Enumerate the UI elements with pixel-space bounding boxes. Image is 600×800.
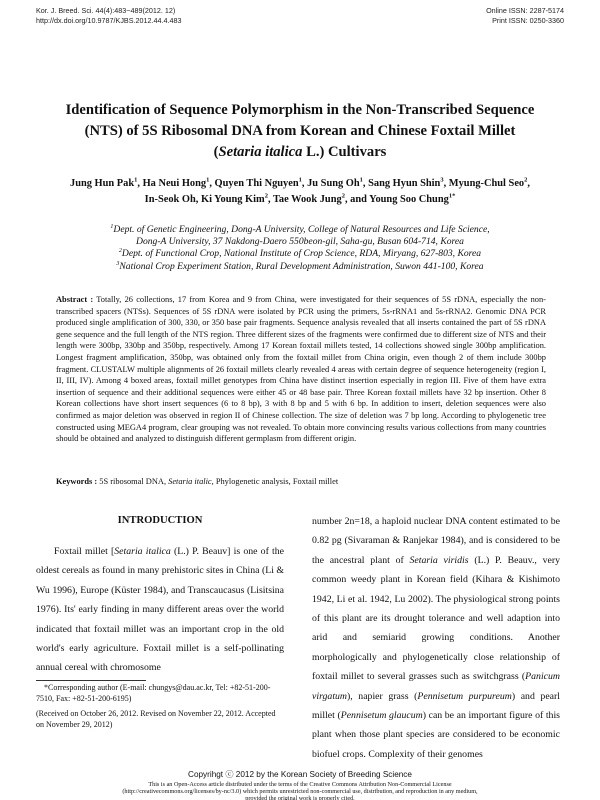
print-issn: Print ISSN: 0250-3360 <box>492 16 564 25</box>
license-link[interactable]: (http://creativecommons.org/licenses/by-nc/3.0) which permits unrestricted non-commercial use, distribution, and reproduction in any medium, <box>122 787 478 795</box>
corresponding-author-note: *Corresponding author (E-mail: chungys@dau.ac.kr, Tel: +82-51-200-7510, Fax: +82-51-200-6195) <box>36 683 271 704</box>
received-dates-note: (Received on October 26, 2012. Revised on November 22, 2012. Accepted on November 29, 2012) <box>36 709 276 730</box>
issn-header <box>486 6 564 26</box>
doi-link[interactable]: http://dx.doi.org/10.9787/KJBS.2012.44.4.483 <box>36 16 182 25</box>
author-name: Ha Neui Hong <box>142 178 207 189</box>
keywords: Keywords : 5S ribosomal DNA, Setaria italic, Phylogenetic analysis, Foxtail millet <box>56 477 339 486</box>
journal-header <box>36 6 181 26</box>
abstract-text: Totally, 26 collections, 17 from Korea and 9 from China, were investigated for their sequences of 5S rDNA, especially the non-transcribed spacers (NTSs). Sequences of 5S rDNA were isolated by PCR using the primers, 5s-rRNA1 and 5s-rRNA2. Genomic DNA PCR produced single amplification of 300, 330, or 350 base pair fragments. Sequence analysis revealed that all inserts contained the part of 5S rDNA gene sequence and the full length of the NTS region. Three different sizes of the fragments were confirmed due to different size of NTS and their length were 300bp, 330bp and 350bp, respectively. Among 17 Korean foxtail millets tested, 14 collections showed single 300bp amplification. Longest fragment amplification, 350bp, was obtained only from the foxtail millet from China origin, even though 2 of them include 300bp fragment. CLUSTALW multiple alignments of 26 foxtail millets clearly revealed 4 areas with certain degree of sequence heterogeneity (region I, II, III, IV). Among 4 boxed areas, foxtail millet genotypes from China have distinct insertion especially in region III. Five of them have extra insertion of sequence and their additional sequences were either 45 or 48 base pair. Three Korean foxtail millets have 32 bp insertion. Other 8 Korean collections have short insert sequences (6 to 8 bp), 3 with 8 bp and 5 with 6 bp. In addition to insert, deletion sequences were also confirmed as major deletion was observed in region II of Chinese collection. The size of deletion was 7 bp long. According to phylogenetic tree constructed using MEGA4 program, clear grouping was not revealed. To obtain more convincing results various collections from many countries should be obtained and analyzed to distinguish different germplasm from different origin. <box>56 295 546 444</box>
affiliation-marker: 2 <box>264 192 268 200</box>
abstract <box>56 294 546 445</box>
affiliation-marker: 1 <box>206 176 210 184</box>
footnote-divider <box>36 680 146 681</box>
affiliation-marker: 3 <box>440 176 444 184</box>
paper-title <box>40 100 560 163</box>
affiliation-marker: 1 <box>359 176 363 184</box>
affiliation-3: $^3$National Crop Experiment Station, Rural Development Administration, Suwon 441-100, Korea <box>116 260 484 272</box>
keywords-label: Keywords : <box>56 477 98 486</box>
affiliation-marker: 2 <box>341 192 345 200</box>
author-name: Ju Sung Oh <box>307 178 360 189</box>
section-heading-introduction: INTRODUCTION <box>117 515 203 526</box>
author-name: In-Seok Oh <box>144 194 196 205</box>
species-name: Setaria italica <box>218 144 303 160</box>
affiliation-marker: 2 <box>524 176 528 184</box>
journal-citation: Kor. J. Breed. Sci. 44(4):483~489(2012. 12) <box>36 6 176 15</box>
author-list <box>40 176 560 208</box>
affiliation-1: $^1$Dept. of Genetic Engineering, Dong-A University, College of Natural Resources and Life Science, <box>110 223 490 235</box>
license-notice: This is an Open-Access article distributed under the terms of the Creative Commons Attribution Non-Commercial License (http://creativecommons.org/licenses/by-nc/3.0) which permits unrestricted non-commercial use, distribution, and reproduction in any medium, provided the original work is properly cited. <box>60 782 540 800</box>
right-column <box>312 512 560 764</box>
left-column <box>36 506 284 678</box>
copyright-notice: Copyrihgt ⓒ 2012 by the Korean Society of Breeding Science <box>188 770 412 779</box>
affiliation-marker: 1 <box>134 176 138 184</box>
intro-continuation: number 2n=18, a haploid nuclear DNA content estimated to be 0.82 pg (Sivaraman & Ranjekar 1984), and is considered to be the ancestral plant of Setaria viridis (L.) P. Beauv., very common weedy plant in Korean field (Kihara & Kishimoto 1942, Li et al. 1942, Lu 2002). The physiological strong points of this plant are its drought tolerance and well adaption into arid and semiarid growing conditions. Another morphologically and phylogenetically close relationship of foxtail millet to several grasses such as switchgrass (Panicum virgatum), napier grass (Pennisetum purpureum) and pearl millet (Pennisetum glaucum) can be an important figure of this plant when those plant species are considered to be economic biofuel crops. Complexity of their genomes <box>312 516 561 760</box>
author-name: Myung-Chul Seo <box>448 178 525 189</box>
affiliation-1-address: Dong-A University, 37 Nakdong-Daero 550beon-gil, Saha-gu, Busan 604-714, Korea <box>136 236 464 248</box>
author-name: Ki Young Kim <box>200 194 265 205</box>
authors-line-2: In-Seok Oh, Ki Young Kim$^2$, Tae Wook Jung$^2$, and Young Soo Chung$^{1*}$ <box>144 192 456 205</box>
author-name: Quyen Thi Nguyen <box>214 178 299 189</box>
title-line-1: Identification of Sequence Polymorphism in the Non-Transcribed Sequence <box>65 102 535 118</box>
authors-line-1: Jung Hun Pak$^1$, Ha Neui Hong$^1$, Quyen Thi Nguyen$^1$, Ju Sung Oh$^1$, Sang Hyun Shin$^3$, Myung-Chul Seo$^2$, <box>70 176 530 189</box>
abstract-label: Abstract : <box>56 295 94 304</box>
affiliation-marker: 1* <box>448 192 456 200</box>
affiliation-marker: 1 <box>298 176 302 184</box>
affiliation-2: $^2$Dept. of Functional Crop, National Institute of Crop Science, RDA, Miryang, 627-803, Korea <box>118 248 482 260</box>
title-line-3: (Setaria italica L.) Cultivars <box>213 144 387 160</box>
author-name: and Young Soo Chung <box>350 194 449 205</box>
title-line-2: (NTS) of 5S Ribosomal DNA from Korean and Chinese Foxtail Millet <box>84 123 516 139</box>
author-name: Tae Wook Jung <box>272 194 342 205</box>
affiliations <box>60 224 540 273</box>
author-name: Sang Hyun Shin <box>368 178 441 189</box>
intro-paragraph: Foxtail millet [Setaria italica (L.) P. Beauv] is one of the oldest cereals as found in many prehistoric sites in China (Li & Wu 1996), Europe (Küster 1984), and Transcaucasus (Lisitsina 1976). Its' early finding in many different areas over the world indicated that foxtail millet was an important crop in the old world's early agriculture. Foxtail millet is a self-pollinating annual cereal with chromosome <box>36 546 284 674</box>
author-name: Jung Hun Pak <box>70 178 135 189</box>
online-issn: Online ISSN: 2287-5174 <box>486 6 564 15</box>
